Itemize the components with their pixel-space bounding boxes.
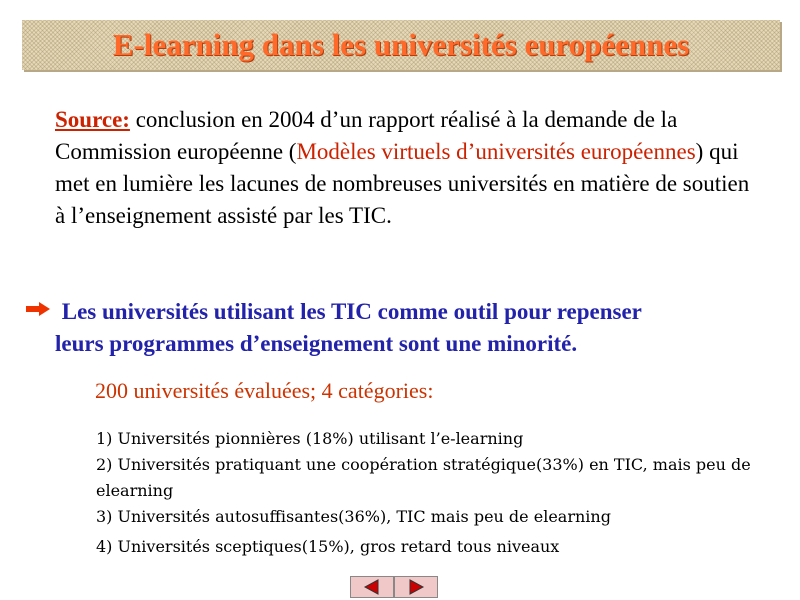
list-item: 4) Universités sceptiques(15%), gros retard tous niveaux [96,537,560,556]
source-text-2: ) qui met en lumière les lacunes de nombreuses universités en matière de soutien à l’enseignement assisté par les TIC. [55,139,750,228]
triangle-left-icon [362,579,382,595]
highlight-statement [26,296,766,360]
list-item: 1) Universités pionnières (18%) utilisant l’e-learning [96,429,524,448]
highlight-line-2: leurs programmes d’enseignement sont une minorité. [55,331,578,356]
title-banner [22,20,780,70]
list-item: 2) Universités pratiquant une coopération stratégique(33%) en TIC, mais peu de elearning [96,455,751,500]
source-text-1: conclusion en 2004 d’un rapport réalisé à la demande de la Commission européenne ( [55,107,678,164]
source-label: Source: [55,107,130,132]
previous-slide-button[interactable] [350,576,394,598]
category-list [96,426,766,560]
report-title-link[interactable]: Modèles virtuels d’universités européennes [296,139,696,164]
list-item: 3) Universités autosuffisantes(36%), TIC mais peu de elearning [96,507,611,526]
source-paragraph [55,104,765,232]
slide-title: E-learning dans les universités européennes [112,27,690,62]
highlight-line-1: Les universités utilisant les TIC comme outil pour repenser [56,299,642,324]
evaluation-subtitle: 200 universités évaluées; 4 catégories: [95,378,434,403]
slide-navigation [350,576,438,598]
right-arrow-icon [26,302,50,316]
next-slide-button[interactable] [394,576,438,598]
triangle-right-icon [406,579,426,595]
